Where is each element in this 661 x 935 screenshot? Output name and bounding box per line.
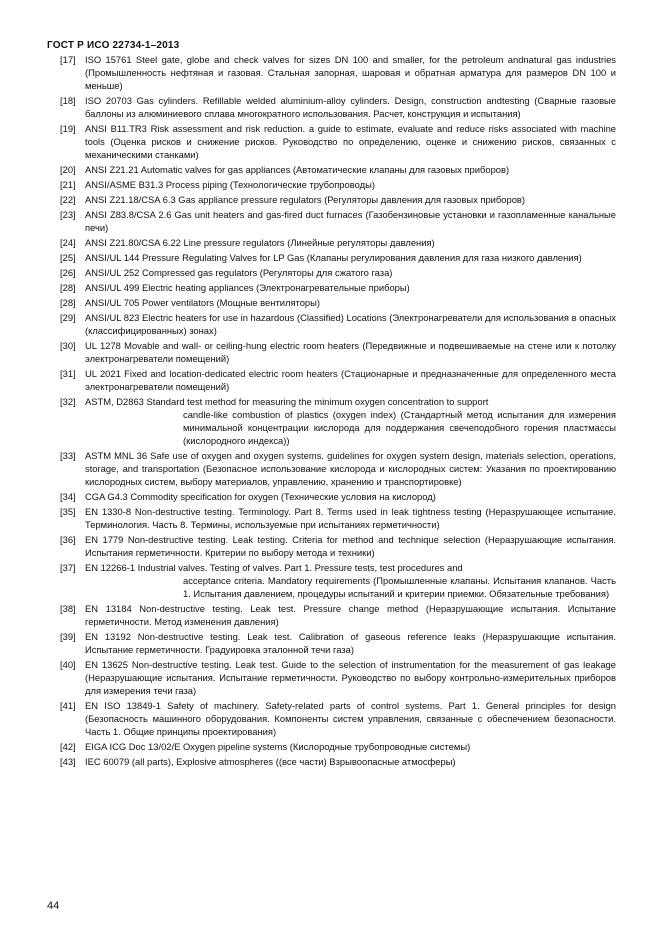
reference-number: [37] bbox=[60, 562, 76, 573]
reference-item bbox=[60, 561, 616, 600]
reference-text: EN 1330-8 Non-destructive testing. Terminology. Part 8. Terms used in leak tightness testing (Неразрушающее испытание. Терминология. Часть 8. Термины, используемые при испытаниях герметичности) bbox=[85, 506, 616, 530]
reference-item bbox=[60, 208, 616, 234]
reference-text: EN 13625 Non-destructive testing. Leak test. Guide to the selection of instrumentation for the measurement of gas leakage (Неразрушающие испытания. Испытание герметичности. Руководство по выбору контрольно-измерительных приборов для измерения течи газа) bbox=[85, 659, 616, 696]
reference-item bbox=[60, 122, 616, 161]
reference-text-first-line: EN 12266-1 Industrial valves. Testing of valves. Part 1. Pressure tests, test procedures and bbox=[85, 562, 463, 573]
reference-text bbox=[85, 395, 616, 447]
reference-number: [38] bbox=[60, 603, 76, 614]
reference-item bbox=[60, 658, 616, 697]
document-header: ГОСТ Р ИСО 22734-1–2013 bbox=[47, 40, 180, 51]
reference-number: [36] bbox=[60, 534, 76, 545]
reference-number: [28] bbox=[60, 297, 76, 308]
reference-text: EN 13192 Non-destructive testing. Leak test. Calibration of gaseous reference leaks (Неразрушающие испытания. Испытание герметичности. Градуировка эталонной течи газа) bbox=[85, 631, 616, 655]
reference-text: ANSI B11.TR3 Risk assessment and risk reduction. a guide to estimate, evaluate and reduce risks associated with machine tools (Оценка рисков и снижение рисков. Руководство по определению, оценке и снижению рисков, связанных с механическими станками) bbox=[85, 123, 616, 160]
reference-item bbox=[60, 311, 616, 337]
reference-item bbox=[60, 755, 616, 768]
reference-item bbox=[60, 94, 616, 120]
reference-item bbox=[60, 630, 616, 656]
reference-text: ASTM MNL 36 Safe use of oxygen and oxygen systems. guidelines for oxygen system design, materials selection, operations, storage, and transportation (Безопасное использование кислорода и кислородных систем: Указания по проектированию кислородных систем, выбору материалов, управлению, хранению и транспортировке) bbox=[85, 450, 616, 487]
reference-item bbox=[60, 490, 616, 503]
reference-item bbox=[60, 266, 616, 279]
reference-text: ANSI/ASME B31.3 Process piping (Технологические трубопроводы) bbox=[85, 179, 375, 190]
reference-number: [29] bbox=[60, 312, 76, 323]
reference-item bbox=[60, 53, 616, 92]
reference-number: [41] bbox=[60, 700, 76, 711]
reference-item bbox=[60, 699, 616, 738]
reference-text-first-line: ASTM, D2863 Standard test method for measuring the minimum oxygen concentration to support bbox=[85, 396, 489, 407]
reference-text: ANSI Z21.21 Automatic valves for gas appliances (Автоматические клапаны для газовых приборов) bbox=[85, 164, 510, 175]
reference-text: ISO 20703 Gas cylinders. Refillable welded aluminium-alloy cylinders. Design, construction andtesting (Сварные газовые баллоны из алюминиевого сплава многократного использования. Расчет, конструкция и испытания) bbox=[85, 95, 616, 119]
reference-text: EN 1779 Non-destructive testing. Leak testing. Criteria for method and technique selection (Неразрушающие испытания. Испытания герметичности. Критерии по выбору метода и техники) bbox=[85, 534, 616, 558]
reference-number: [20] bbox=[60, 164, 76, 175]
reference-number: [18] bbox=[60, 95, 76, 106]
reference-text: ANSI Z21.18/CSA 6.3 Gas appliance pressure regulators (Регуляторы давления для газовых приборов) bbox=[85, 194, 526, 205]
reference-number: [22] bbox=[60, 194, 76, 205]
reference-number: [21] bbox=[60, 179, 76, 190]
reference-item bbox=[60, 163, 616, 176]
reference-text: EN ISO 13849-1 Safety of machinery. Safety-related parts of control systems. Part 1. General principles for design (Безопасность машинного оборудования. Компоненты систем управления, связанные с обеспечением безопасности. Часть 1. Общие принципы проектирования) bbox=[85, 700, 616, 737]
reference-text: ANSI/UL 823 Electric heaters for use in hazardous (Classified) Locations (Электронагреватели для использования в опасных (классифицированных) зонах) bbox=[85, 312, 616, 336]
reference-text: ANSI/UL 499 Electric heating appliances (Электронагревательные приборы) bbox=[85, 282, 410, 293]
reference-text-continuation: candle-like combustion of plastics (oxygen index) (Стандартный метод испытания для измерения минимальной концентрации кислорода для поддержания свечеподобного горения пластмассы (кислородного индекса)) bbox=[183, 409, 616, 446]
reference-number: [19] bbox=[60, 123, 76, 134]
reference-text: ISO 15761 Steel gate, globe and check valves for sizes DN 100 and smaller, for the petroleum andnatural gas industries (Промышленность нефтяная и газовая. Стальная запорная, шаровая и обратная арматура для размеров DN 100 и меньше) bbox=[85, 54, 616, 91]
reference-number: [30] bbox=[60, 340, 76, 351]
page-number: 44 bbox=[47, 900, 60, 912]
reference-item bbox=[60, 505, 616, 531]
reference-number: [35] bbox=[60, 506, 76, 517]
reference-text: UL 2021 Fixed and location-dedicated electric room heaters (Стационарные и предназначенные для определенного места электронагреватели помещений) bbox=[85, 368, 616, 392]
reference-number: [24] bbox=[60, 237, 76, 248]
reference-item bbox=[60, 296, 616, 309]
reference-item bbox=[60, 236, 616, 249]
reference-number: [34] bbox=[60, 491, 76, 502]
reference-text: ANSI/UL 252 Compressed gas regulators (Регуляторы для сжатого газа) bbox=[85, 267, 393, 278]
reference-item bbox=[60, 251, 616, 264]
reference-number: [26] bbox=[60, 267, 76, 278]
reference-number: [17] bbox=[60, 54, 76, 65]
reference-item bbox=[60, 449, 616, 488]
reference-number: [42] bbox=[60, 741, 76, 752]
reference-number: [40] bbox=[60, 659, 76, 670]
reference-item bbox=[60, 740, 616, 753]
reference-item bbox=[60, 339, 616, 365]
references-list bbox=[60, 53, 616, 770]
reference-item bbox=[60, 193, 616, 206]
reference-item bbox=[60, 602, 616, 628]
reference-number: [25] bbox=[60, 252, 76, 263]
reference-text: EN 13184 Non-destructive testing. Leak test. Pressure change method (Неразрушающие испытания. Испытание герметичности. Метод изменения давления) bbox=[85, 603, 616, 627]
reference-number: [23] bbox=[60, 209, 76, 220]
reference-text: ANSI Z83.8/CSA 2.6 Gas unit heaters and gas-fired duct furnaces (Газобензиновые установки и газопламенные канальные печи) bbox=[85, 209, 616, 233]
reference-item bbox=[60, 395, 616, 447]
reference-text: ANSI/UL 705 Power ventilators (Мощные вентиляторы) bbox=[85, 297, 321, 308]
reference-item bbox=[60, 367, 616, 393]
reference-text: ANSI Z21.80/CSA 6.22 Line pressure regulators (Линейные регуляторы давления) bbox=[85, 237, 435, 248]
reference-number: [28] bbox=[60, 282, 76, 293]
reference-item bbox=[60, 281, 616, 294]
reference-text: UL 1278 Movable and wall- or ceiling-hung electric room heaters (Передвижные и подвешиваемые на стене или к потолку электронагреватели помещений) bbox=[85, 340, 616, 364]
reference-item bbox=[60, 533, 616, 559]
reference-number: [43] bbox=[60, 756, 76, 767]
reference-text: EIGA ICG Doc 13/02/E Oxygen pipeline systems (Кислородные трубопроводные системы) bbox=[85, 741, 471, 752]
reference-text: IEC 60079 (all parts), Explosive atmospheres ((все части) Взрывоопасные атмосферы) bbox=[85, 756, 456, 767]
reference-number: [33] bbox=[60, 450, 76, 461]
reference-number: [39] bbox=[60, 631, 76, 642]
reference-number: [32] bbox=[60, 396, 76, 407]
reference-text: ANSI/UL 144 Pressure Regulating Valves for LP Gas (Клапаны регулирования давления для газа низкого давления) bbox=[85, 252, 582, 263]
reference-text bbox=[85, 561, 616, 600]
reference-number: [31] bbox=[60, 368, 76, 379]
reference-text-continuation: acceptance criteria. Mandatory requirements (Промышленные клапаны. Испытания клапанов. Часть 1. Испытания давлением, процедуры испытаний и критерии приемки. Обязательные требования) bbox=[183, 575, 616, 599]
reference-item bbox=[60, 178, 616, 191]
reference-text: CGA G4.3 Commodity specification for oxygen (Технические условия на кислород) bbox=[85, 491, 436, 502]
